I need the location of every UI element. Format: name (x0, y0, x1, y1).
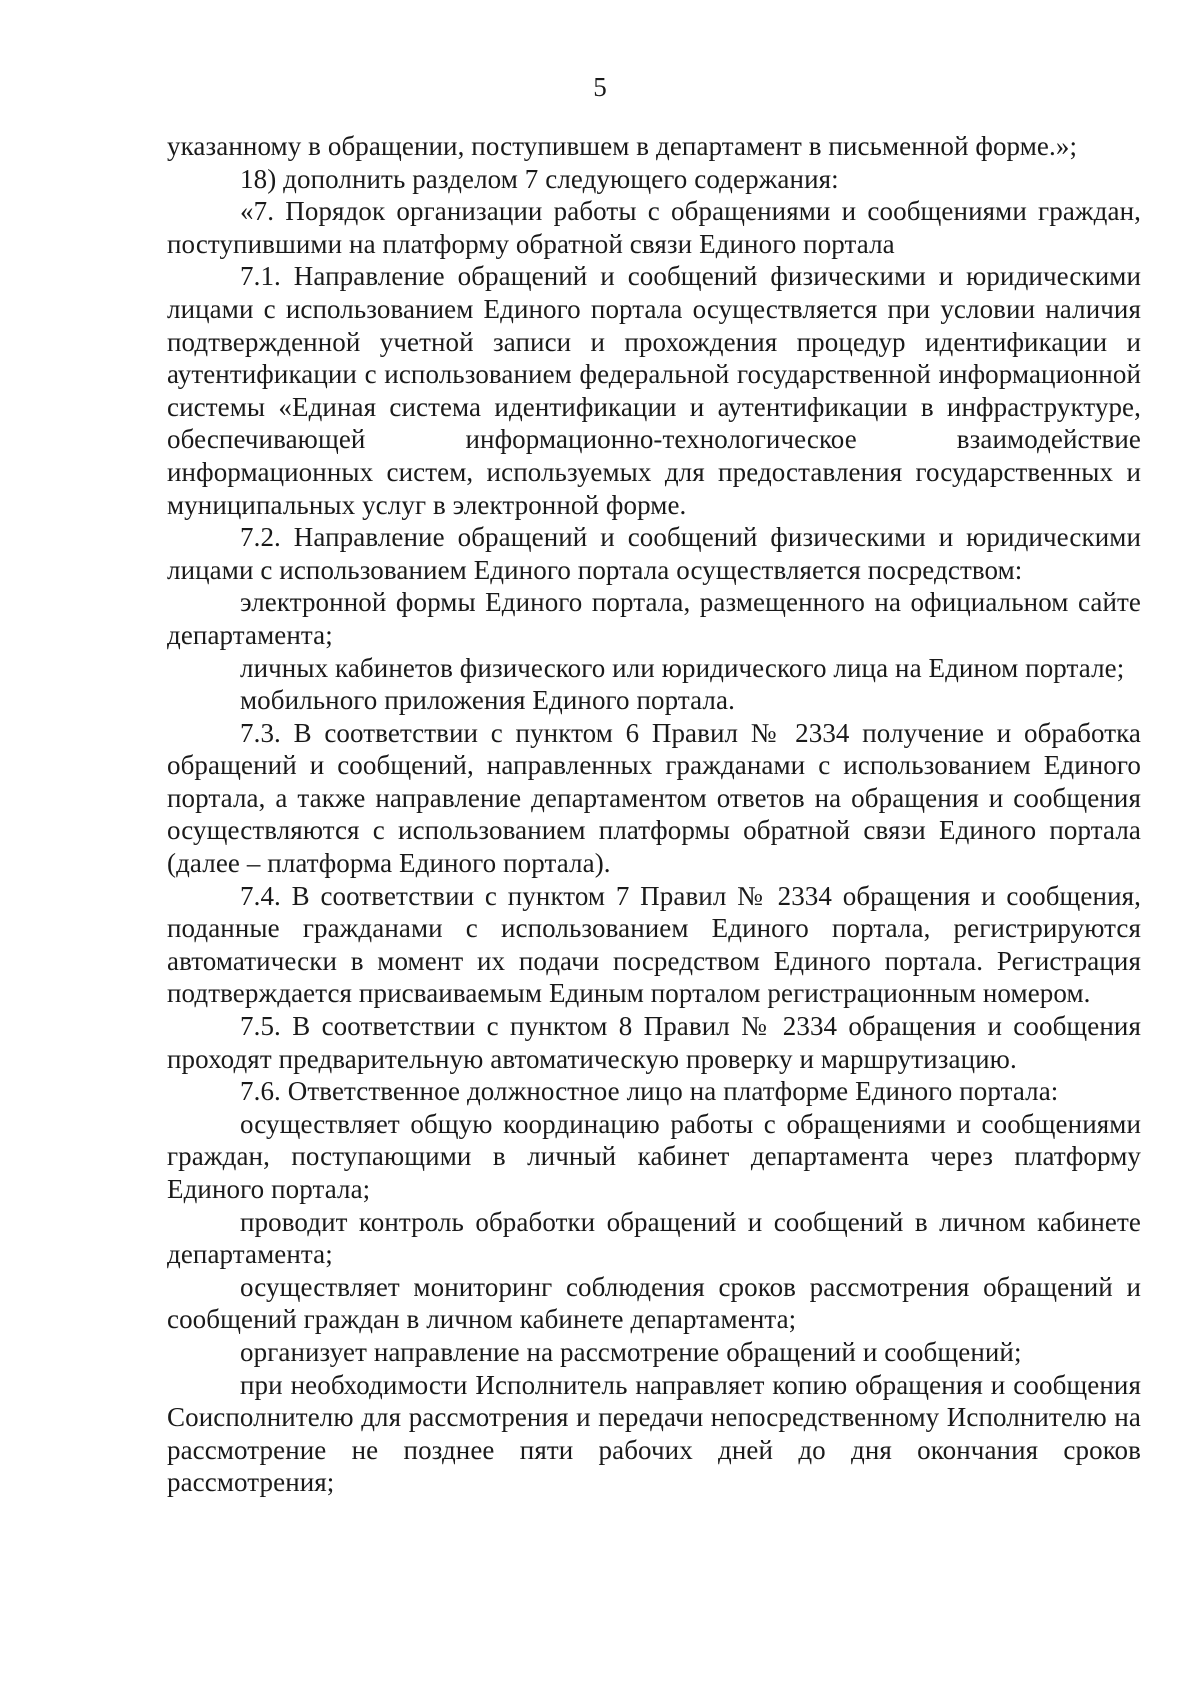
list-item-mobile-app: мобильного приложения Единого портала. (240, 685, 735, 716)
list-item-organizes: организует направление на рассмотрение обращений и сообщений; (240, 1336, 1022, 1367)
list-item-control: проводит контроль обработки обращений и сообщений в личном кабинете департамента; (167, 1206, 1141, 1270)
page-number: 5 (593, 72, 607, 102)
paragraph-7-2: 7.2. Направление обращений и сообщений физическими и юридическими лицами с использованием Единого портала осуществляется посредством: (167, 522, 1141, 585)
paragraph-7-6: 7.6. Ответственное должностное лицо на платформе Единого портала: (240, 1076, 1059, 1107)
paragraph-continuation: указанному в обращении, поступившем в департамент в письменной форме.»; (167, 131, 1078, 161)
list-item-if-necessary: при необходимости Исполнитель направляет копию обращения и сообщения Соисполнителю для рассмотрения и передачи непосредственному Исполнителю на рассмотрение не позднее пяти рабочих дней до дня окончания сроков рассмотрения; (167, 1369, 1141, 1498)
paragraph-7-5: 7.5. В соответствии с пунктом 8 Правил № 2334 обращения и сообщения проходят предварительную автоматическую проверку и маршрутизацию. (167, 1011, 1141, 1074)
paragraph-item-18: 18) дополнить разделом 7 следующего содержания: (240, 163, 839, 194)
paragraph-7-1: 7.1. Направление обращений и сообщений физическими и юридическими лицами с использованием Единого портала осуществляется при условии наличия подтвержденной учетной записи и прохождения процедур идентификации и аутентификации с использованием федеральной государственной информационной системы «Единая система идентификации и аутентификации в инфраструктуре, обеспечивающей информационно-технологическое взаимодействие информационных систем, используемых для предоставления государственных и муниципальных услуг в электронной форме. (167, 261, 1141, 520)
list-item-personal-accounts: личных кабинетов физического или юридического лица на Едином портале; (240, 652, 1125, 683)
paragraph-7-4: 7.4. В соответствии с пунктом 7 Правил № 2334 обращения и сообщения, поданные гражданами с использованием Единого портала, регистрируются автоматически в момент их подачи посредством Единого портала. Регистрация подтверждается присваиваемым Единым порталом регистрационным номером. (167, 880, 1141, 1009)
document-body (167, 130, 1141, 1499)
list-item-coordination: осуществляет общую координацию работы с обращениями и сообщениями граждан, поступающими в личный кабинет департамента через платформу Единого портала; (167, 1108, 1141, 1204)
list-item-monitoring: осуществляет мониторинг соблюдения сроков рассмотрения обращений и сообщений граждан в личном кабинете департамента; (167, 1271, 1141, 1335)
section-7-heading: «7. Порядок организации работы с обращениями и сообщениями граждан, поступившими на платформу обратной связи Единого портала (167, 196, 1141, 259)
paragraph-7-3: 7.3. В соответствии с пунктом 6 Правил № 2334 получение и обработка обращений и сообщений, направленных гражданами с использованием Единого портала, а также направление департаментом ответов на обращения и сообщения осуществляются с использованием платформы обратной связи Единого портала (далее – платформа Единого портала). (167, 717, 1141, 879)
list-item-electronic-form: электронной формы Единого портала, размещенного на официальном сайте департамента; (167, 587, 1141, 650)
